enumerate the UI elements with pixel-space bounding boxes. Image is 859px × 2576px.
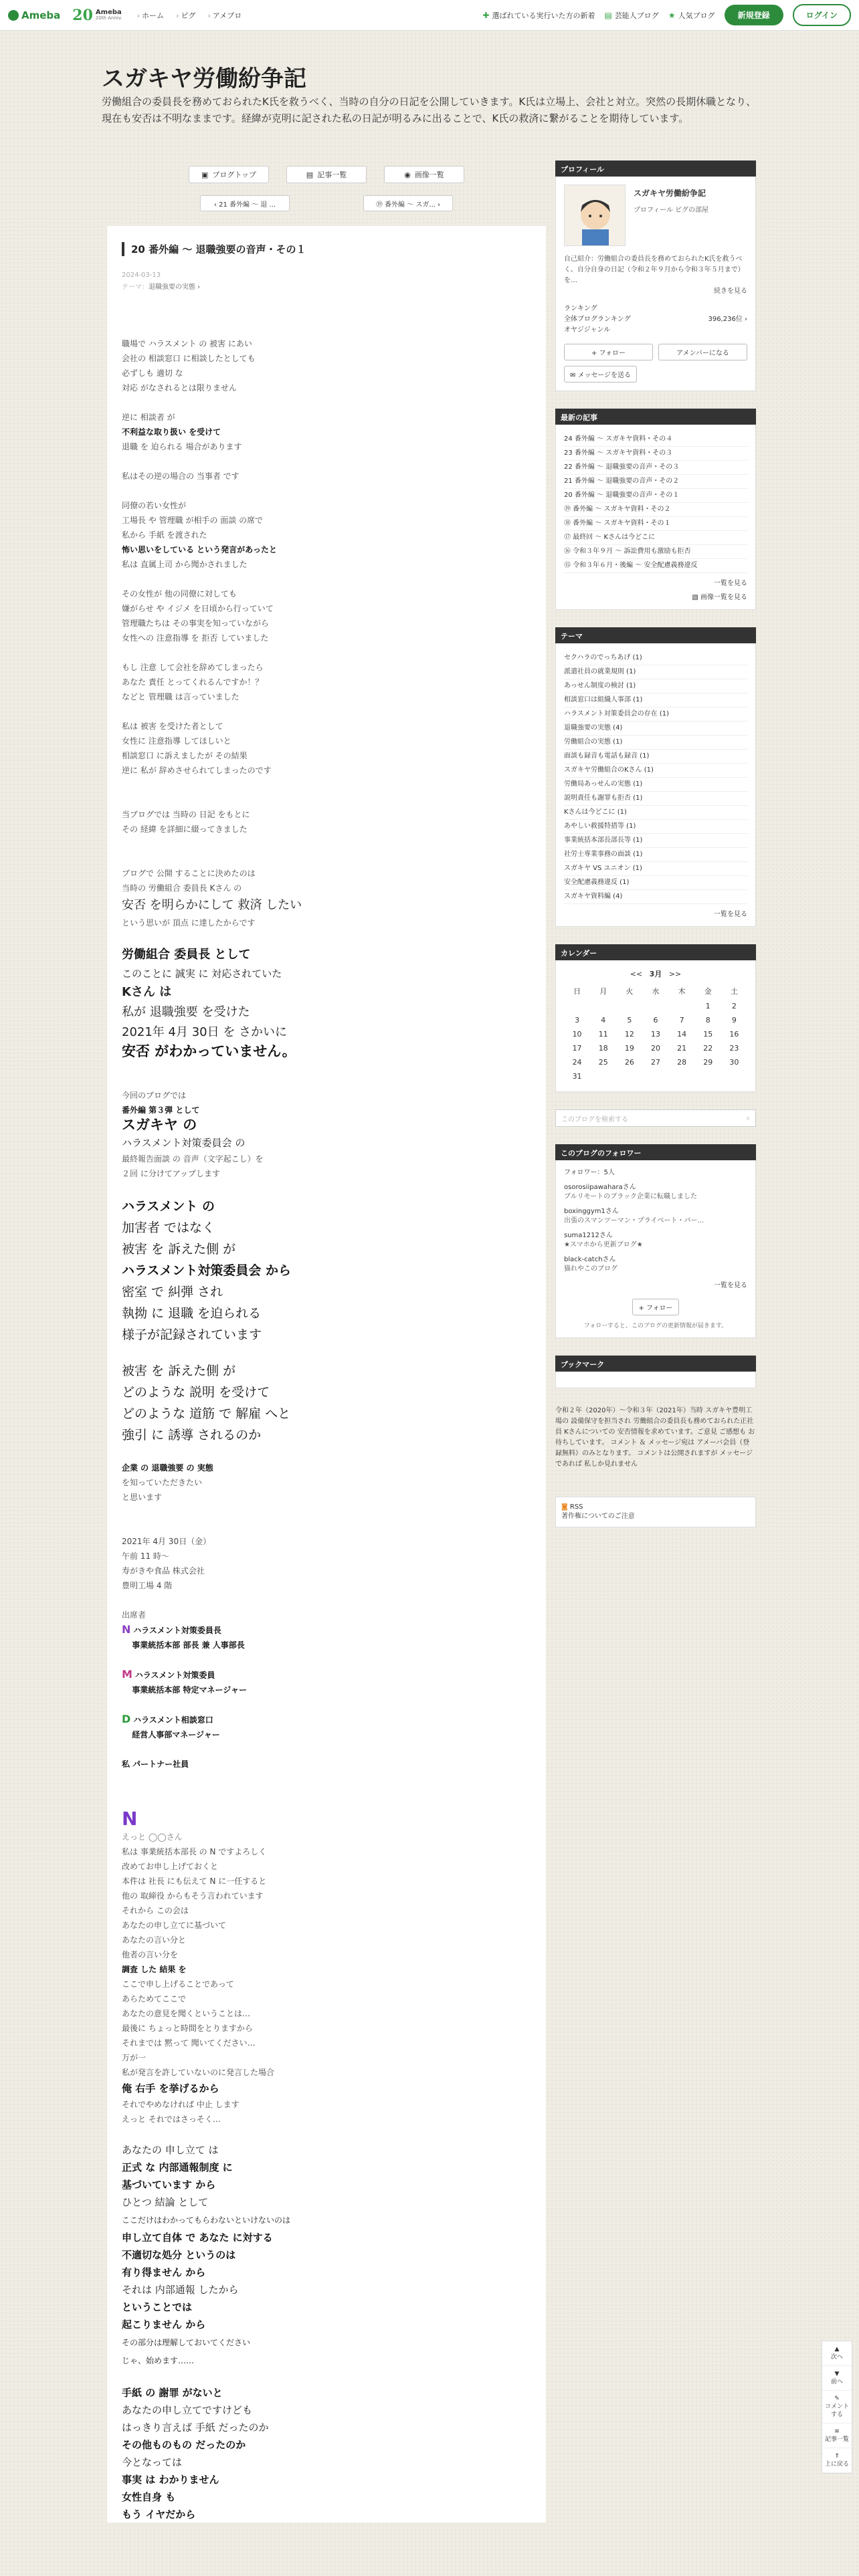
more-link[interactable]: 一覧を見る — [714, 580, 747, 587]
chevron-right-icon: › — [207, 11, 211, 20]
recent-article-item[interactable]: 22 番外編 〜 退職強要の音声・その３ — [564, 461, 747, 475]
calendar-day — [616, 999, 642, 1013]
nav-pigg[interactable]: › ピグ — [176, 11, 196, 20]
themes-widget — [555, 627, 756, 927]
next-month-button[interactable]: >> — [668, 970, 682, 978]
new-arrivals-link[interactable]: ✚ 選ばれている実行いた方の新着 — [482, 10, 595, 20]
recent-article-item[interactable]: ⑮ 令和３年６月・後編 〜 安全配慮義務違反 — [564, 559, 747, 573]
more-link[interactable]: 一覧を見る — [714, 911, 747, 918]
calendar-day[interactable]: 17 — [572, 1044, 582, 1053]
recent-article-item[interactable]: ⑲ 番外編 〜 スガキヤ資料・その２ — [564, 503, 747, 517]
theme-item[interactable]: 安全配慮義務違反 (1) — [564, 876, 747, 890]
calendar-day[interactable]: 13 — [650, 1030, 660, 1039]
ranking: ランキング 全体ブログランキング 396,236位 › オヤジジャンル — [564, 305, 747, 334]
profile-links[interactable]: プロフィール ピグの部屋 — [634, 207, 709, 214]
floating-nav — [822, 2341, 852, 2474]
plus-icon: ✚ — [482, 10, 490, 20]
rss-icon: ◙ — [561, 1503, 568, 1511]
follower-item[interactable]: osorosiipawaharaさん ブルリモートのブラック企業に転職しました — [564, 1184, 697, 1200]
side-note: 令和２年（2020年）〜令和３年（2021年）当時 スガキヤ豊明工場の 設備保守を担当され 労働組合の委員長も務めておられた正社員 Kさんについての 安否情報を求めています。ご意見 ご感想も お待ちしています。 コメント ＆ メッセージ宛は アメーバ会員（登録無料）のみとなります。 コメントは公開されますが メッセージであれば 私しか見れません — [555, 1407, 755, 1468]
recent-article-item[interactable]: 24 番外編 〜 スガキヤ資料・その４ — [564, 433, 747, 447]
calendar-day[interactable]: 31 — [572, 1072, 582, 1081]
theme-item[interactable]: 労働組合の実態 (1) — [564, 736, 747, 750]
attendees: 出席者 N ハラスメント対策委員長 事業統括本部 部長 兼 人事部長 M ハラスメント対策委員 事業統括本部 特定マネージャー D ハラスメント相談窓口 経営人事部マネージャー 私 パートナー社員 — [122, 1610, 247, 1769]
theme-label: テーマ： — [122, 284, 149, 291]
more-link[interactable]: 一覧を見る — [714, 1282, 747, 1289]
top-bar — [0, 0, 859, 31]
tab-entry-list[interactable]: ▤ 記事一覧 — [286, 166, 367, 183]
calendar-day — [642, 999, 668, 1013]
calendar-day[interactable]: 30 — [729, 1058, 739, 1067]
list-icon: ≡ — [834, 2428, 840, 2435]
paragraph: 手紙 の 謝罪 がないと あなたの申し立てですけども はっきり言えば 手紙 だったのか その他ものもの だったのか 今となっては 事実 は わかりません 女性自身 も もう イヤだから — [122, 2387, 269, 2520]
calendar-day — [695, 1069, 721, 1083]
arrow-up-icon: ▲ — [834, 2346, 840, 2353]
calendar-day[interactable]: 23 — [729, 1044, 739, 1053]
profile-widget — [555, 160, 756, 391]
widget-header: このブログのフォロワー — [555, 1144, 756, 1160]
paragraph: 私はその逆の場合の 当事者 です — [122, 471, 240, 481]
calendar-day[interactable]: 2 — [731, 1002, 737, 1010]
article-body — [122, 336, 531, 2523]
logo-text: Ameba — [21, 9, 61, 21]
calendar-day[interactable]: 26 — [624, 1058, 634, 1067]
next-article-button[interactable]: ⑲ 番外編 〜 スガ... › — [363, 195, 453, 211]
popular-blog-link[interactable]: ★ 人気ブログ — [668, 10, 715, 20]
nav-ameblo[interactable]: › アメブロ — [207, 11, 242, 20]
amember-button[interactable]: アメンバーになる — [658, 344, 747, 360]
calendar-table — [564, 983, 747, 1083]
theme-item[interactable]: セクハラのでっちあげ (1) — [564, 651, 747, 665]
theme-item[interactable]: スガキヤ VS ユニオン (1) — [564, 862, 747, 876]
paragraph: 企業 の 退職強要 の 実態 を知っていただきたい と思います — [122, 1463, 213, 1502]
calendar-weekday: 水 — [652, 987, 660, 996]
calendar-weekday: 木 — [678, 987, 686, 996]
follow-note: フォローすると、このブログの更新情報が届きます。 — [583, 1323, 728, 1329]
prev-article-button[interactable]: ‹ 21 番外編 〜 退 ... — [200, 195, 290, 211]
theme-item[interactable]: ハラスメント対策委員会の存在 (1) — [564, 708, 747, 722]
speaker-block: N えっと ◯◯さん 私は 事業統括本部長 の N ですよろしく 改めてお申し上げておくと 本件は 社長 にも伝えて N に一任すると 他の 取締役 からもそう言われています それから この会は あなたの申し立てに基づいて あなたの言い分と 他者の言い分を 調査 した 結果 を ここで申し上げることであって あらためてここで あなたの意見を聞くということは… 最後に ちょっと時間をとりますから それまでは 黙って 聞いてください… 万が一 私が発言を許していないのに発言した場合 俺 右手 を挙げるから それでやめなければ 中止 します えっと それではさっそく… — [122, 1808, 275, 2124]
calendar-day[interactable]: 11 — [598, 1030, 608, 1039]
search-widget — [555, 1109, 756, 1127]
float-top-button[interactable]: ⇑ 上に戻る — [822, 2448, 852, 2473]
calendar-day[interactable]: 15 — [703, 1030, 713, 1039]
theme-list — [564, 651, 747, 904]
recent-article-item[interactable]: ⑯ 令和３年９月 〜 訴訟費用も激励も拒否 — [564, 545, 747, 559]
rss-link[interactable]: ◙ RSS — [561, 1503, 583, 1511]
read-more-link[interactable]: 続きを見る — [714, 288, 747, 295]
calendar-day — [590, 999, 616, 1013]
profile-name[interactable]: スガキヤ労働紛争記 — [634, 189, 706, 198]
paragraph: ブログで 公開 することに決めたのは 当時の 労働組合 委員長 Kさん の 安否 を明らかにして 救済 したい という思いが 頂点 に達したからです — [122, 869, 302, 928]
paragraph: 私は 被害 を受けた者として 女性に 注意指導 してほしいと 相談窓口 に訴えましたが その結果 逆に 私が 辞めさせられてしまったのです — [122, 722, 272, 775]
prev-month-button[interactable]: << — [630, 970, 643, 978]
paragraph: 2021年 4月 30日（金） 午前 11 時〜 寿がきや食品 株式会社 豊明工場 4 階 — [122, 1537, 211, 1590]
image-list-link[interactable]: ▧ 画像一覧を見る — [692, 594, 747, 601]
calendar-day[interactable]: 18 — [598, 1044, 608, 1053]
theme-item[interactable]: 面談も録音も電話も録音 (1) — [564, 750, 747, 764]
article-theme-link[interactable]: 退職強要の実態 › — [149, 284, 201, 291]
paragraph: 職場で ハラスメント の 被害 にあい 会社の 相談窓口 に相談したとしても 必ずしも 適切 な 対応 がなされるとは限りません — [122, 339, 256, 393]
document-icon: ▤ — [306, 170, 314, 179]
avatar[interactable] — [564, 185, 626, 246]
widget-header: 最新の記事 — [555, 409, 756, 425]
theme-item[interactable]: Kさんは今どこに (1) — [564, 806, 747, 820]
arrow-top-icon: ⇑ — [834, 2453, 840, 2460]
paragraph: もし 注意 して会社を辞めてしまったら あなた 責任 とってくれるんですか！？ などと 管理職 は言っていました — [122, 663, 264, 702]
calendar-weekday: 月 — [599, 987, 607, 996]
theme-item[interactable]: 説明責任も謝罪も拒否 (1) — [564, 792, 747, 806]
paragraph: 今回のブログでは 番外編 第３弾 として スガキヤ の ハラスメント対策委員会 の 最終報告面談 の 音声（文字起こし）を ２回 に分けてアップします — [122, 1091, 264, 1178]
top-right — [482, 4, 851, 26]
theme-item[interactable]: スガキヤ労働組合のKさん (1) — [564, 764, 747, 778]
theme-item[interactable]: 社労士専業事務の面談 (1) — [564, 848, 747, 862]
calendar-day — [616, 1069, 642, 1083]
calendar-day[interactable]: 19 — [624, 1044, 634, 1053]
signup-button[interactable]: 新規登録 — [725, 5, 783, 25]
calendar-widget — [555, 944, 756, 1092]
paragraph: 労働組合 委員長 として このことに 誠実 に 対応されていた Kさん は 私が 退職強要 を受けた 2021年 4月 30日 を さかいに 安否 がわかっていません。 — [122, 948, 296, 1059]
calendar-day — [590, 1069, 616, 1083]
paragraph: その女性が 他の同僚に対しても 嫌がらせ や イジメ を日頃から行っていて 管理職たちは その事実を知っていながら 女性への 注意指導 を 拒否 していました — [122, 589, 274, 643]
calendar-day[interactable]: 28 — [677, 1058, 687, 1067]
comment-icon: ✎ — [834, 2395, 840, 2402]
theme-item[interactable]: 派遣社員の就業規則 (1) — [564, 665, 747, 679]
blog-title[interactable]: スガキヤ労働紛争記 — [102, 66, 306, 92]
arrow-down-icon: ▼ — [834, 2371, 840, 2377]
recent-list — [564, 433, 747, 573]
calendar-day[interactable]: 29 — [703, 1058, 713, 1067]
home-icon: ▣ — [201, 170, 209, 179]
paragraph: 被害 を 訴えた側 が どのような 説明 を受けて どのような 道筋 で 解雇 へと 強引 に 誘導 されるのか — [122, 1364, 291, 1442]
mail-icon: ✉ — [570, 372, 576, 379]
recent-article-item[interactable]: ⑰ 最終回 〜 Kさんは今どこに — [564, 531, 747, 545]
followers-widget — [555, 1144, 756, 1338]
camera-icon: ◉ — [404, 170, 411, 179]
theme-item[interactable]: あやしい救援特措等 (1) — [564, 820, 747, 834]
sidebar — [555, 160, 756, 1527]
chevron-right-icon: › — [136, 11, 140, 20]
main-column — [107, 155, 546, 2523]
message-button[interactable]: ✉ メッセージを送る — [564, 366, 637, 383]
theme-item[interactable]: 退職強要の実態 (4) — [564, 722, 747, 736]
ameba-logo[interactable] — [8, 9, 60, 21]
calendar-day[interactable]: 8 — [705, 1016, 710, 1025]
paragraph: ハラスメント の 加害者 ではなく 被害 を 訴えた側 が ハラスメント対策委員会 から 密室 で 糾弾 され 執拗 に 退職 を迫られる 様子が記録されています — [122, 1199, 292, 1342]
image-icon: ▧ — [692, 594, 698, 601]
calendar-day[interactable]: 14 — [677, 1030, 687, 1039]
article-date: 2024-03-13 — [122, 272, 161, 279]
article-title[interactable]: 20 番外編 〜 退職強要の音声・その１ — [122, 242, 531, 256]
calendar-day — [642, 1069, 668, 1083]
recent-article-item[interactable]: ⑱ 番外編 〜 スガキヤ資料・その１ — [564, 517, 747, 531]
calendar-day[interactable]: 4 — [601, 1016, 606, 1025]
widget-header: プロフィール — [555, 160, 756, 177]
article — [107, 226, 546, 2523]
calendar-day[interactable]: 24 — [572, 1058, 582, 1067]
calendar-day — [669, 999, 695, 1013]
theme-item[interactable]: 相談窓口は組織人事部 (1) — [564, 693, 747, 708]
tab-blog-top[interactable]: ▣ ブログトップ — [189, 166, 269, 183]
theme-item[interactable]: スガキヤ資料編 (4) — [564, 890, 747, 904]
float-next-button[interactable]: ▲ 次へ — [822, 2341, 852, 2366]
avatar-illustration-icon — [565, 185, 626, 246]
follower-count: フォロワー：5人 — [564, 1169, 615, 1176]
calendar-day — [564, 999, 590, 1013]
follow-button[interactable]: + フォロー — [564, 344, 653, 360]
ameba-logo-icon — [8, 10, 19, 21]
star-icon: ★ — [668, 10, 676, 20]
copyright-link[interactable]: 著作権についてのご注意 — [561, 1513, 635, 1520]
calendar-month: 3月 — [649, 970, 662, 978]
paragraph: 同僚の若い女性が 工場長 や 管理職 が相手の 面談 の席で 私から 手紙 を渡された 怖い思いをしている という発言があったと 私は 直属上司 から聞かされました — [122, 501, 278, 569]
calendar-day[interactable]: 27 — [650, 1058, 660, 1067]
calendar-day[interactable]: 25 — [598, 1058, 608, 1067]
calendar-weekday: 日 — [573, 987, 581, 996]
recent-article-item[interactable]: 21 番外編 〜 退職強要の音声・その２ — [564, 475, 747, 489]
float-comment-button[interactable]: ✎ コメントする — [822, 2391, 852, 2424]
chevron-right-icon: › — [176, 11, 179, 20]
widget-header: カレンダー — [555, 944, 756, 960]
book-icon: ▤ — [604, 10, 612, 20]
anniv-number: 20 — [72, 6, 93, 24]
follow-button[interactable]: + フォロー — [632, 1299, 678, 1315]
widget-header: ブックマーク — [555, 1356, 756, 1372]
paragraph: あなたの 申し立て は 正式 な 内部通報制度 に 基づいています から ひとつ 結論 として ここだけはわかってもらわないといけないのは 申し立て自体 で あなた に対する 不適切な処分 というのは 有り得ません から それは 内部通報 したから ということでは 起こりません から その部分は理解しておいてください じゃ、始めます…… — [122, 2144, 291, 2365]
login-button[interactable]: ログイン — [793, 4, 851, 26]
follower-item[interactable]: black-catchさん 猫れやこのブログ — [564, 1256, 617, 1273]
calendar-weekday: 土 — [730, 987, 738, 996]
calendar-day[interactable]: 22 — [703, 1044, 713, 1053]
follower-item[interactable]: boxinggym1さん 出張のスマンツーマン・プライベート・パー... — [564, 1208, 704, 1224]
calendar-day — [721, 1069, 747, 1083]
blog-tabs — [107, 166, 546, 183]
nav-home[interactable]: › ホーム — [136, 11, 165, 20]
recent-article-item[interactable]: 23 番外編 〜 スガキヤ資料・その３ — [564, 447, 747, 461]
calendar-day[interactable]: 20 — [650, 1044, 660, 1053]
calendar-day[interactable]: 5 — [627, 1016, 632, 1025]
calendar-weekday: 金 — [704, 987, 712, 996]
calendar-day[interactable]: 6 — [653, 1016, 658, 1025]
calendar-day[interactable]: 10 — [572, 1030, 582, 1039]
search-input[interactable]: このブログを検索する ⌕ — [555, 1109, 756, 1127]
top-nav — [137, 10, 242, 21]
blog-description: 労働組合の委員長を務めておられたK氏を救うべく、当時の自分の日記を公開していきます。K氏は立場上、会社と対立。突然の長期休職となり、現在も安否は不明なままです。経緯が克明に記された私の日記が明るみに出ることで、K氏の救済に繋がることを期待しています。 — [102, 96, 757, 124]
calendar-day[interactable]: 3 — [575, 1016, 580, 1025]
recent-articles-widget — [555, 409, 756, 610]
celebrity-blog-link[interactable]: ▤ 芸能人ブログ — [604, 10, 659, 20]
rss-box — [555, 1497, 756, 1527]
widget-header: テーマ — [555, 627, 756, 643]
calendar-nav — [564, 968, 747, 979]
prev-next-nav — [107, 195, 546, 211]
paragraph: 当ブログでは 当時の 日記 をもとに その 経緯 を詳細に綴ってきました — [122, 810, 250, 834]
search-icon[interactable]: ⌕ — [746, 1114, 750, 1122]
profile-text: 自己紹介：労働組合の委員長を務めておられたK氏を救うべく、自分自身の日記（令和２年９月から令和３年５月まで）を… 続きを見る — [564, 254, 747, 297]
anniversary-badge[interactable] — [72, 7, 122, 24]
rank-value[interactable]: 396,236位 › — [708, 316, 747, 323]
calendar-day[interactable]: 12 — [624, 1030, 634, 1039]
theme-item[interactable]: 事業統括本部長部長等 (1) — [564, 834, 747, 848]
tab-image-list[interactable]: ◉ 画像一覧 — [384, 166, 464, 183]
calendar-weekday: 火 — [626, 987, 634, 996]
article-meta — [122, 270, 531, 294]
follower-item[interactable]: suma1212さん ★スマホから更新ブログ★ — [564, 1232, 643, 1249]
calendar-day[interactable]: 21 — [677, 1044, 687, 1053]
paragraph: 逆に 相談者 が 不利益な取り扱い を受けて 退職 を 迫られる 場合があります — [122, 413, 242, 451]
float-list-button[interactable]: ≡ 記事一覧 — [822, 2424, 852, 2448]
calendar-day[interactable]: 9 — [731, 1016, 737, 1025]
theme-item[interactable]: 労働局あっせんの実態 (1) — [564, 778, 747, 792]
bookmark-widget — [555, 1356, 756, 1388]
float-prev-button[interactable]: ▼ 前へ — [822, 2366, 852, 2391]
recent-article-item[interactable]: 20 番外編 〜 退職強要の音声・その１ — [564, 489, 747, 503]
calendar-day — [669, 1069, 695, 1083]
calendar-day[interactable]: 7 — [679, 1016, 684, 1025]
calendar-day[interactable]: 16 — [729, 1030, 739, 1039]
anniv-text: Ameba 20th Anniv. — [95, 9, 122, 21]
calendar-day[interactable]: 1 — [705, 1002, 710, 1010]
theme-item[interactable]: あっせん制度の検討 (1) — [564, 679, 747, 693]
